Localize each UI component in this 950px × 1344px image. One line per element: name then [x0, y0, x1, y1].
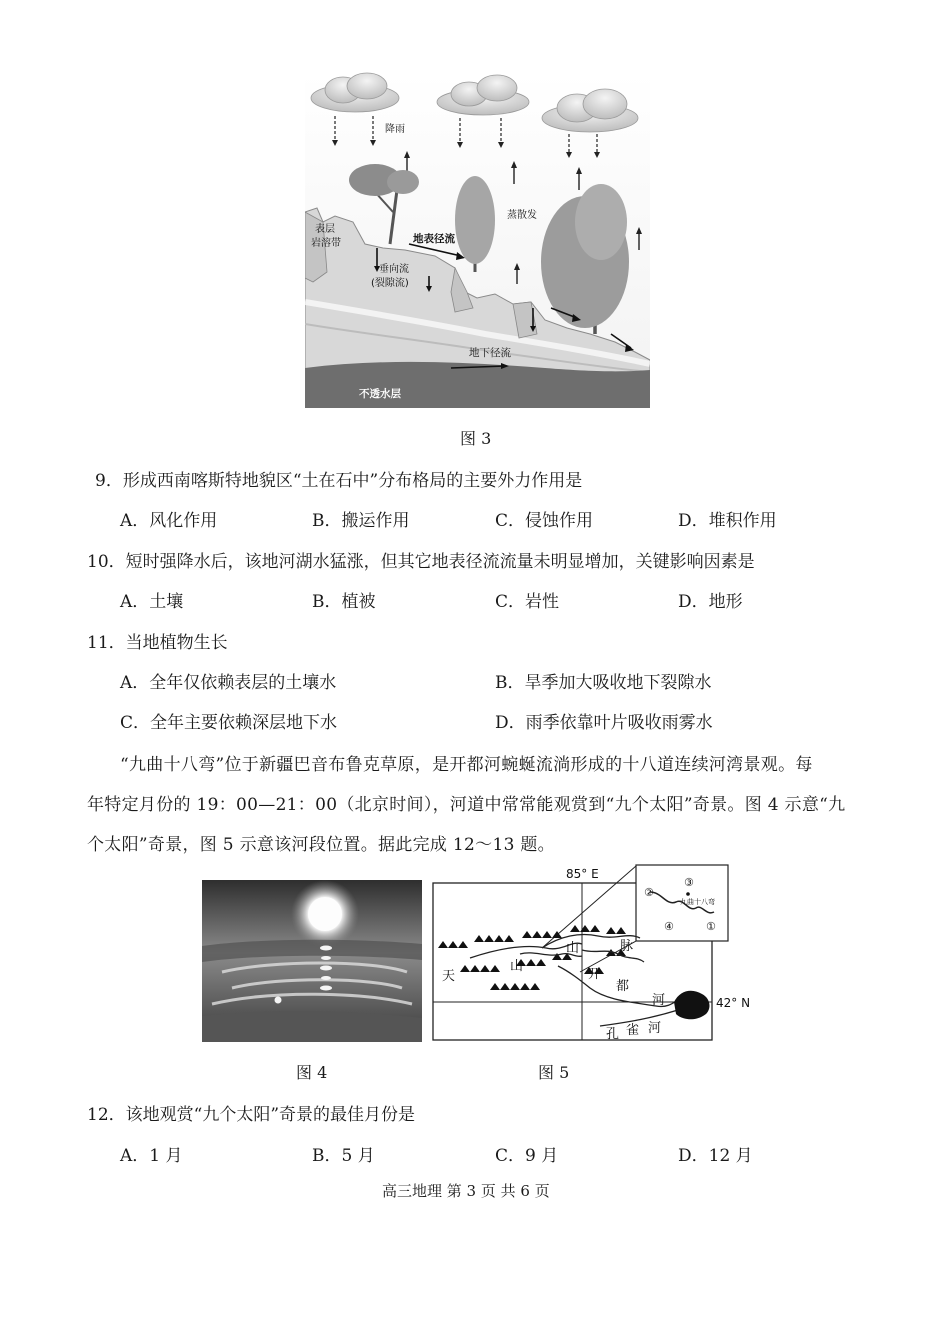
- label-impermeable: 不透水层: [359, 388, 401, 400]
- question-11-option-b: B．旱季加大吸收地下裂隙水: [495, 673, 712, 693]
- question-12-stem: 12．该地观赏“九个太阳”奇景的最佳月份是: [87, 1105, 416, 1125]
- figure-5-location-map: [430, 862, 760, 1044]
- map-label-kong: 孔: [606, 1027, 620, 1042]
- question-11-option-c: C．全年主要依赖深层地下水: [120, 713, 338, 733]
- map-label-he: 河: [652, 993, 666, 1008]
- question-12-option-b: B．5 月: [312, 1146, 375, 1166]
- question-10-option-a: A．土壤: [120, 592, 184, 612]
- question-9-option-b: B．搬运作用: [312, 511, 410, 531]
- figure-3-karst-diagram: [305, 72, 650, 408]
- map-label-du: 都: [616, 979, 630, 994]
- passage-line-3: 个太阳”奇景，图 5 示意该河段位置。据此完成 12～13 题。: [87, 835, 555, 855]
- latitude-label: 42° N: [716, 996, 751, 1010]
- label-vertical-flow-sub: (裂隙流): [371, 278, 409, 289]
- label-underground-runoff: 地下径流: [469, 347, 511, 359]
- label-epikarst-2: 岩溶带: [311, 238, 341, 249]
- label-evapotranspiration: 蒸散发: [507, 210, 537, 221]
- figure-4-caption: 图 4: [296, 1063, 328, 1082]
- inset-number-1: ①: [706, 920, 716, 933]
- page-footer: 高三地理 第 3 页 共 6 页: [382, 1182, 550, 1200]
- map-label-kai: 开: [588, 967, 602, 982]
- question-10-option-c: C．岩性: [495, 592, 560, 612]
- passage-line-1: “九曲十八弯”位于新疆巴音布鲁克草原，是开都河蜿蜒流淌形成的十八道连续河湾景观。每: [120, 755, 813, 775]
- question-9-stem: 9．形成西南喀斯特地貌区“土在石中”分布格局的主要外力作用是: [95, 471, 583, 491]
- question-9-option-a: A．风化作用: [120, 511, 218, 531]
- label-surface-runoff: 地表径流: [413, 233, 455, 245]
- question-10-stem: 10．短时强降水后，该地河湖水猛涨，但其它地表径流流量未明显增加，关键影响因素是: [87, 552, 755, 572]
- question-11-option-a: A．全年仅依赖表层的土壤水: [120, 673, 337, 693]
- question-11-option-d: D．雨季依靠叶片吸收雨雾水: [495, 713, 713, 733]
- inset-number-3: ③: [684, 876, 694, 889]
- map-label-shan-1: 山: [510, 959, 524, 974]
- map-label-shan-2: 山: [566, 941, 580, 956]
- question-12-option-c: C．9 月: [495, 1146, 559, 1166]
- inset-number-2: ②: [644, 886, 654, 899]
- label-epikarst-1: 表层: [315, 224, 335, 235]
- figure-4-nine-suns-photo: [202, 880, 422, 1042]
- question-12-option-a: A．1 月: [120, 1146, 183, 1166]
- question-10-option-b: B．植被: [312, 592, 376, 612]
- map-label-mai: 脉: [620, 939, 634, 954]
- map-label-que: 雀: [626, 1023, 640, 1038]
- inset-number-4: ④: [664, 920, 674, 933]
- inset-label: 九曲十八弯: [680, 898, 715, 906]
- passage-line-2: 年特定月份的 19：00—21：00（北京时间），河道中常常能观赏到“九个太阳”奇景。图 4 示意“九: [87, 795, 846, 815]
- label-vertical-flow: 垂向流: [379, 264, 409, 275]
- question-9-option-d: D．堆积作用: [678, 511, 777, 531]
- figure-5-caption: 图 5: [538, 1063, 570, 1082]
- map-label-he-2: 河: [648, 1021, 662, 1036]
- longitude-label: 85° E: [566, 867, 599, 881]
- question-9-option-c: C．侵蚀作用: [495, 511, 594, 531]
- question-10-option-d: D．地形: [678, 592, 743, 612]
- question-12-option-d: D．12 月: [678, 1146, 753, 1166]
- question-11-stem: 11．当地植物生长: [87, 633, 228, 653]
- map-label-tian: 天: [442, 969, 456, 984]
- figure-3-caption: 图 3: [460, 429, 492, 448]
- label-rain: 降雨: [385, 124, 405, 135]
